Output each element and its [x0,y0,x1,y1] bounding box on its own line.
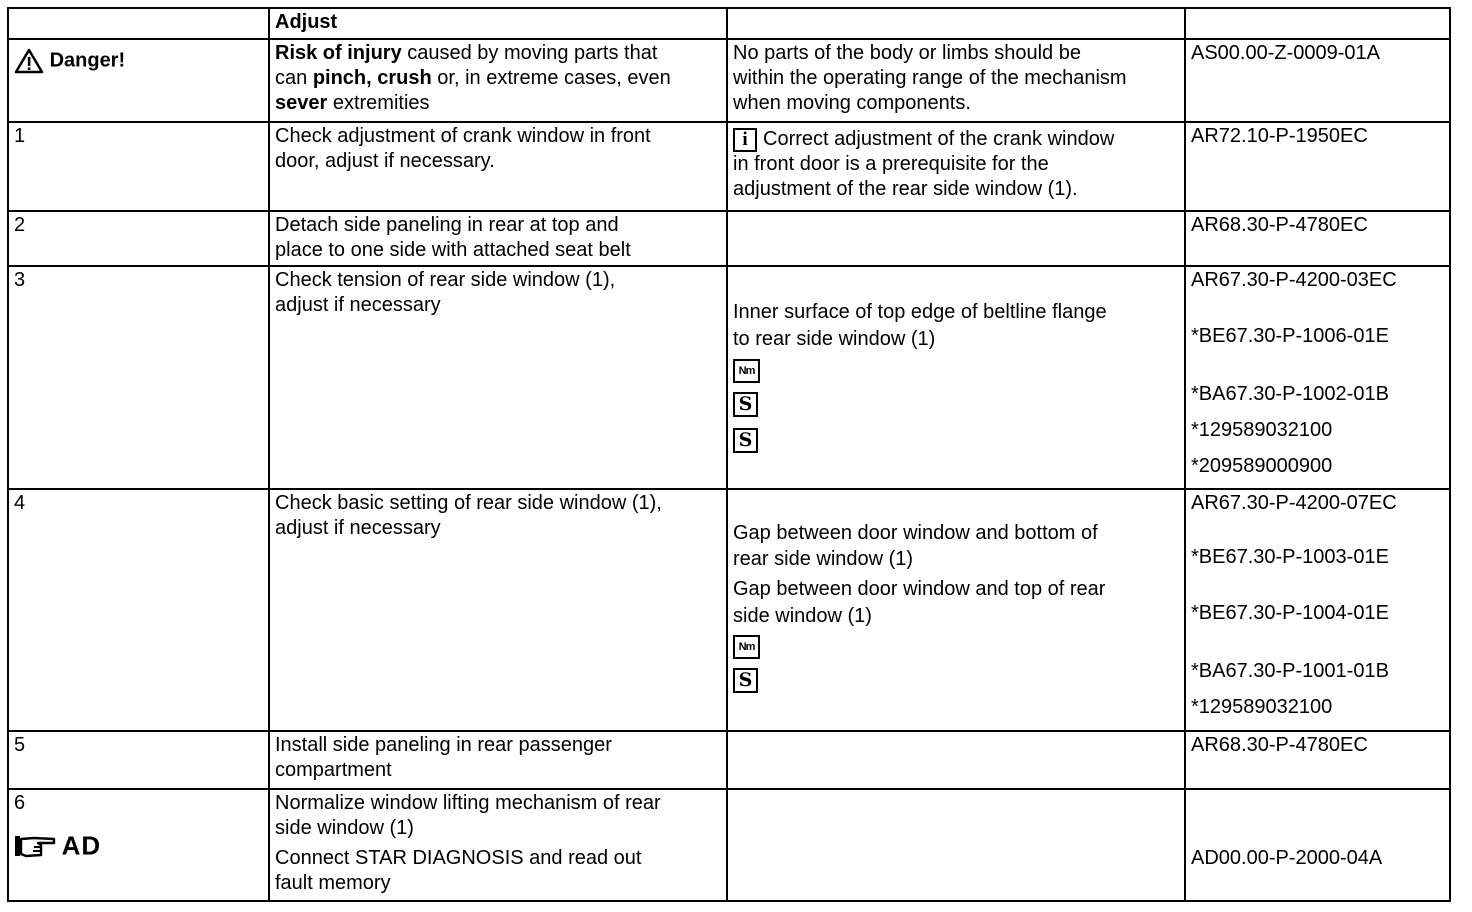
step-text [269,789,727,901]
step-number: 5 [8,731,269,789]
procedure-document [7,7,1451,902]
step-text-line: adjust if necessary [275,294,441,316]
step-row-3 [8,266,1450,489]
step-text-line: Normalize window lifting mechanism of rear [275,792,661,814]
special-tool-icon: S [733,428,758,453]
header-cell-3 [727,8,1185,39]
step-note [727,211,1185,266]
danger-note [727,39,1185,122]
step-text-line: Check tension of rear side window (1), [275,269,616,291]
measure-line: to rear side window (1) [733,328,936,350]
ad-text-line: Connect STAR DIAGNOSIS and read out [275,847,642,869]
step-text-line: door, adjust if necessary. [275,150,495,172]
risk-sever: sever [275,92,328,114]
step-number: 1 [8,122,269,211]
step-number-cell [8,789,269,901]
info-line: in front door is a prerequisite for the [733,153,1049,175]
step-number: 4 [8,489,269,731]
step-text-line: side window (1) [275,817,414,839]
ref-line: AR67.30-P-4200-03EC [1191,269,1397,291]
step-ref: AR68.30-P-4780EC [1185,211,1450,266]
warning-triangle-icon [14,49,50,71]
step-note [727,789,1185,901]
step-row-1 [8,122,1450,211]
step-note [727,266,1185,489]
step-text-line: Check basic setting of rear side window (1), [275,492,662,514]
step-text-line: compartment [275,759,392,781]
risk-line-1: caused by moving parts that [401,42,658,64]
step-ref [1185,266,1450,489]
info-line: Correct adjustment of the crank window [763,128,1115,150]
pointing-hand-icon [14,834,62,856]
measure-line: Gap between door window and top of rear [733,578,1106,600]
step-note [727,122,1185,211]
step-row-5 [8,731,1450,789]
ref-line: *BE67.30-P-1004-01E [1191,602,1389,624]
header-cell-1 [8,8,269,39]
risk-bold: Risk of injury [275,42,402,64]
torque-nm-icon: Nm [733,635,760,659]
step-note [727,489,1185,731]
step-row-6 [8,789,1450,901]
ref-line: *BA67.30-P-1001-01B [1191,660,1389,682]
danger-label: Danger! [49,49,126,72]
ref-line: *129589032100 [1191,419,1333,441]
info-line: adjustment of the rear side window (1). [733,178,1078,200]
ref-line: AD00.00-P-2000-04A [1191,847,1383,869]
danger-note-line-3: when moving components. [733,92,971,114]
step-text [269,266,727,489]
measure-line: Inner surface of top edge of beltline flange [733,301,1107,323]
step-text-line: adjust if necessary [275,517,441,539]
step-text [269,211,727,266]
section-title: Adjust [269,8,727,39]
step-number: 2 [8,211,269,266]
step-text [269,731,727,789]
step-text [269,122,727,211]
risk-line-2a: can [275,67,313,89]
special-tool-icon: S [733,668,758,693]
step-number: 3 [8,266,269,489]
step-text-line: Install side paneling in rear passenger [275,734,612,756]
danger-note-line-1: No parts of the body or limbs should be [733,42,1081,64]
header-cell-4 [1185,8,1450,39]
step-row-4 [8,489,1450,731]
step-text-line: Check adjustment of crank window in front [275,125,651,147]
step-ref [1185,489,1450,731]
procedure-table [7,7,1451,902]
ad-label: AD [61,830,102,861]
step-ref [1185,789,1450,901]
ad-text-line: fault memory [275,872,391,894]
risk-pinch: pinch, crush [312,67,432,89]
step-note [727,731,1185,789]
risk-line-2b: or, in extreme cases, even [431,67,671,89]
measure-line: rear side window (1) [733,548,914,570]
step-text-line: place to one side with attached seat belt [275,239,631,261]
risk-line-3: extremities [327,92,430,114]
ref-line: *129589032100 [1191,696,1333,718]
ref-line: *BA67.30-P-1002-01B [1191,383,1389,405]
danger-risk-text [269,39,727,122]
torque-nm-icon: Nm [733,359,760,383]
measure-line: Gap between door window and bottom of [733,522,1098,544]
danger-ref: AS00.00-Z-0009-01A [1185,39,1450,122]
danger-note-line-2: within the operating range of the mechanism [733,67,1127,89]
table-header-row [8,8,1450,39]
danger-row [8,39,1450,122]
step-text [269,489,727,731]
step-text-line: Detach side paneling in rear at top and [275,214,619,236]
info-icon: i [733,128,757,152]
ref-line: *209589000900 [1191,455,1333,477]
special-tool-icon: S [733,392,758,417]
danger-cell [8,39,269,122]
step-ref: AR68.30-P-4780EC [1185,731,1450,789]
step-number: 6 [14,792,26,814]
ref-line: *BE67.30-P-1006-01E [1191,325,1389,347]
measure-line: side window (1) [733,605,872,627]
step-ref: AR72.10-P-1950EC [1185,122,1450,211]
ref-line: *BE67.30-P-1003-01E [1191,546,1389,568]
ref-line: AR67.30-P-4200-07EC [1191,492,1397,514]
step-row-2 [8,211,1450,266]
